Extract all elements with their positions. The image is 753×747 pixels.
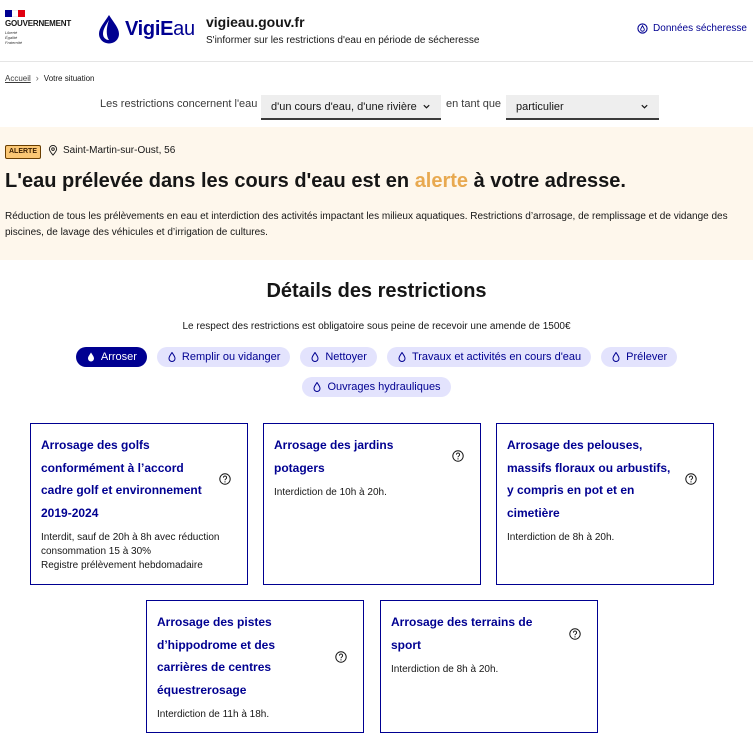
tag-ouvrages-hydrauliques[interactable]: Ouvrages hydrauliques xyxy=(302,377,450,397)
details-title: Détails des restrictions xyxy=(266,280,487,302)
alert-level-highlight: alerte xyxy=(414,170,469,192)
restriction-card xyxy=(30,423,248,585)
help-icon[interactable] xyxy=(452,450,464,462)
help-icon[interactable] xyxy=(219,473,231,485)
restriction-card xyxy=(380,600,598,733)
tag-nettoyer[interactable]: Nettoyer xyxy=(300,347,377,367)
breadcrumb-current: Votre situation xyxy=(43,73,95,83)
restriction-card xyxy=(146,600,364,733)
restriction-card-text: Interdit, sauf de 20h à 8h avec réduction consommation 15 à 30% Registre prélèvement hebdomadaire xyxy=(41,532,220,571)
breadcrumb xyxy=(5,73,95,83)
restriction-card-title: Arrosage des golfs conformément à l’accord cadre golf et environnement 2019-2024 xyxy=(41,438,202,520)
restriction-card-title: Arrosage des pistes d’hippodrome et des carrières de centres équestrerosage xyxy=(157,615,276,697)
restriction-card-text: Interdiction de 8h à 20h. xyxy=(391,664,499,675)
water-drop-icon xyxy=(398,352,406,362)
help-icon[interactable] xyxy=(335,651,347,663)
site-title-block xyxy=(206,14,479,46)
restriction-card-title: Arrosage des jardins potagers xyxy=(274,438,394,475)
water-drop-icon xyxy=(311,352,319,362)
drought-data-icon xyxy=(637,23,648,34)
location-label: Saint-Martin-sur-Oust, 56 xyxy=(63,145,176,156)
gouvernement-label: GOUVERNEMENT xyxy=(5,19,72,28)
help-icon[interactable] xyxy=(569,628,581,640)
french-flag-icon xyxy=(5,10,25,17)
water-source-select[interactable] xyxy=(261,95,441,120)
water-drop-icon xyxy=(612,352,620,362)
site-header xyxy=(0,0,753,62)
vigieau-logo[interactable] xyxy=(96,14,195,44)
donnees-secheresse-link[interactable] xyxy=(637,23,747,34)
tag-arroser[interactable]: Arroser xyxy=(76,347,147,367)
republic-motto: Liberté Égalité Fraternité xyxy=(5,30,23,45)
water-drop-icon xyxy=(313,382,321,392)
water-drop-logo-icon xyxy=(96,14,122,44)
vigieau-wordmark: VigiEau xyxy=(125,17,195,40)
alert-description: Réduction de tous les prélèvements en eau et interdiction des activités impactant les milieux aquatiques. Restrictions d’arrosage, de remplissage et de vidange des piscines, de lavage des véhicules et d’irrigation de cultures. xyxy=(5,211,728,238)
water-drop-icon xyxy=(168,352,176,362)
water-source-value: d'un cours d'eau, d'une rivière xyxy=(271,100,417,113)
location xyxy=(48,145,175,156)
filter-middle-label: en tant que xyxy=(446,98,502,110)
site-url[interactable]: vigieau.gouv.fr xyxy=(206,14,305,30)
user-type-value: particulier xyxy=(516,100,564,113)
usage-tags-row-1 xyxy=(0,347,753,367)
restriction-card-text: Interdiction de 8h à 20h. xyxy=(507,532,615,543)
restriction-card-text: Interdiction de 10h à 20h. xyxy=(274,487,387,498)
chevron-down-icon xyxy=(640,102,649,111)
site-subtitle: S'informer sur les restrictions d'eau en période de sécheresse xyxy=(206,35,480,46)
chevron-down-icon xyxy=(422,102,431,111)
restriction-card xyxy=(496,423,714,585)
tag-prelever[interactable]: Prélever xyxy=(601,347,677,367)
map-pin-icon xyxy=(48,145,58,156)
filter-prefix-label: Les restrictions concernent l'eau xyxy=(100,98,258,110)
restriction-card xyxy=(263,423,481,585)
gouvernement-logo[interactable] xyxy=(5,10,80,45)
tag-remplir-vidanger[interactable]: Remplir ou vidanger xyxy=(157,347,290,367)
tag-travaux-cours-eau[interactable]: Travaux et activités en cours d'eau xyxy=(387,347,591,367)
details-subtitle: Le respect des restrictions est obligatoire sous peine de recevoir une amende de 1500€ xyxy=(182,321,571,332)
user-type-select[interactable] xyxy=(506,95,659,120)
breadcrumb-home-link[interactable]: Accueil xyxy=(5,73,31,83)
alert-status-badge: ALERTE xyxy=(5,145,41,159)
donnees-secheresse-label: Données sécheresse xyxy=(653,23,747,34)
restriction-card-title: Arrosage des pelouses, massifs floraux ou arbustifs, y compris en pot et en cimetière xyxy=(507,438,671,520)
restriction-card-text: Interdiction de 11h à 18h. xyxy=(157,709,270,720)
help-icon[interactable] xyxy=(685,473,697,485)
restriction-card-title: Arrosage des terrains de sport xyxy=(391,615,533,652)
alert-banner xyxy=(0,127,753,260)
water-drop-icon xyxy=(87,352,95,362)
restriction-filters xyxy=(0,95,753,121)
usage-tags-row-2 xyxy=(0,377,753,397)
chevron-right-icon: › xyxy=(35,73,39,83)
alert-title: L'eau prélevée dans les cours d'eau est en alerte à votre adresse. xyxy=(5,170,626,192)
